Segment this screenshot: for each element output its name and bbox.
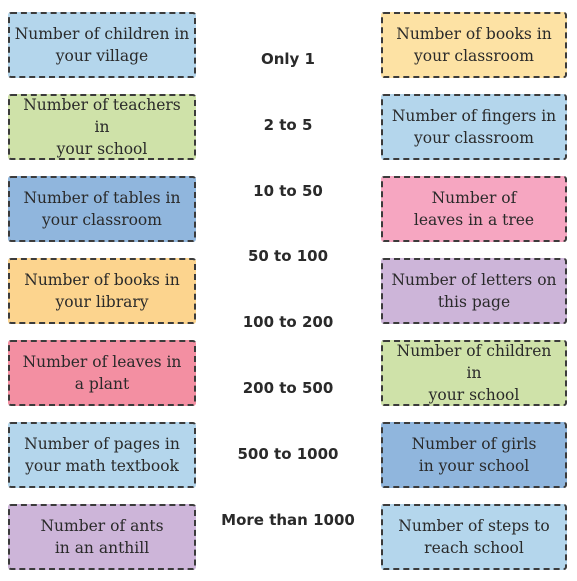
right-card-5-text: Number of children in your school (396, 342, 552, 404)
range-label-2: 2 to 5 (263, 116, 313, 134)
left-card-1-text: Number of children in your village (14, 25, 190, 65)
range-label-8: More than 1000 (221, 511, 355, 529)
right-card-3-text: Number of leaves in a tree (413, 189, 535, 229)
right-card-7 (381, 504, 567, 570)
right-card-2 (381, 94, 567, 160)
left-card-4-text: Number of books in your library (24, 271, 180, 311)
left-card-2 (8, 94, 196, 160)
right-card-6 (381, 422, 567, 488)
range-label-1: Only 1 (260, 50, 315, 68)
right-card-4 (381, 258, 567, 324)
right-card-6-text: Number of girls in your school (411, 435, 537, 475)
left-card-2-text: Number of teachers in your school (23, 96, 181, 158)
left-card-1 (8, 12, 196, 78)
right-card-2-text: Number of fingers in your classroom (391, 107, 557, 147)
left-card-6-text: Number of pages in your math textbook (24, 435, 180, 475)
left-card-3-text: Number of tables in your classroom (23, 189, 181, 229)
right-card-1-text: Number of books in your classroom (396, 25, 552, 65)
right-card-4-text: Number of letters on this page (391, 271, 557, 311)
range-label-5: 100 to 200 (242, 313, 334, 331)
left-card-3 (8, 176, 196, 242)
left-card-5-text: Number of leaves in a plant (22, 353, 182, 393)
right-card-1 (381, 12, 567, 78)
right-card-7-text: Number of steps to reach school (398, 517, 550, 557)
left-card-7-text: Number of ants in an anthill (40, 517, 164, 557)
range-label-3: 10 to 50 (253, 182, 323, 200)
left-card-5 (8, 340, 196, 406)
right-card-3 (381, 176, 567, 242)
left-card-6 (8, 422, 196, 488)
right-card-5 (381, 340, 567, 406)
left-card-7 (8, 504, 196, 570)
range-label-4: 50 to 100 (247, 247, 329, 265)
range-label-6: 200 to 500 (242, 379, 334, 397)
range-label-7: 500 to 1000 (237, 445, 339, 463)
left-card-4 (8, 258, 196, 324)
